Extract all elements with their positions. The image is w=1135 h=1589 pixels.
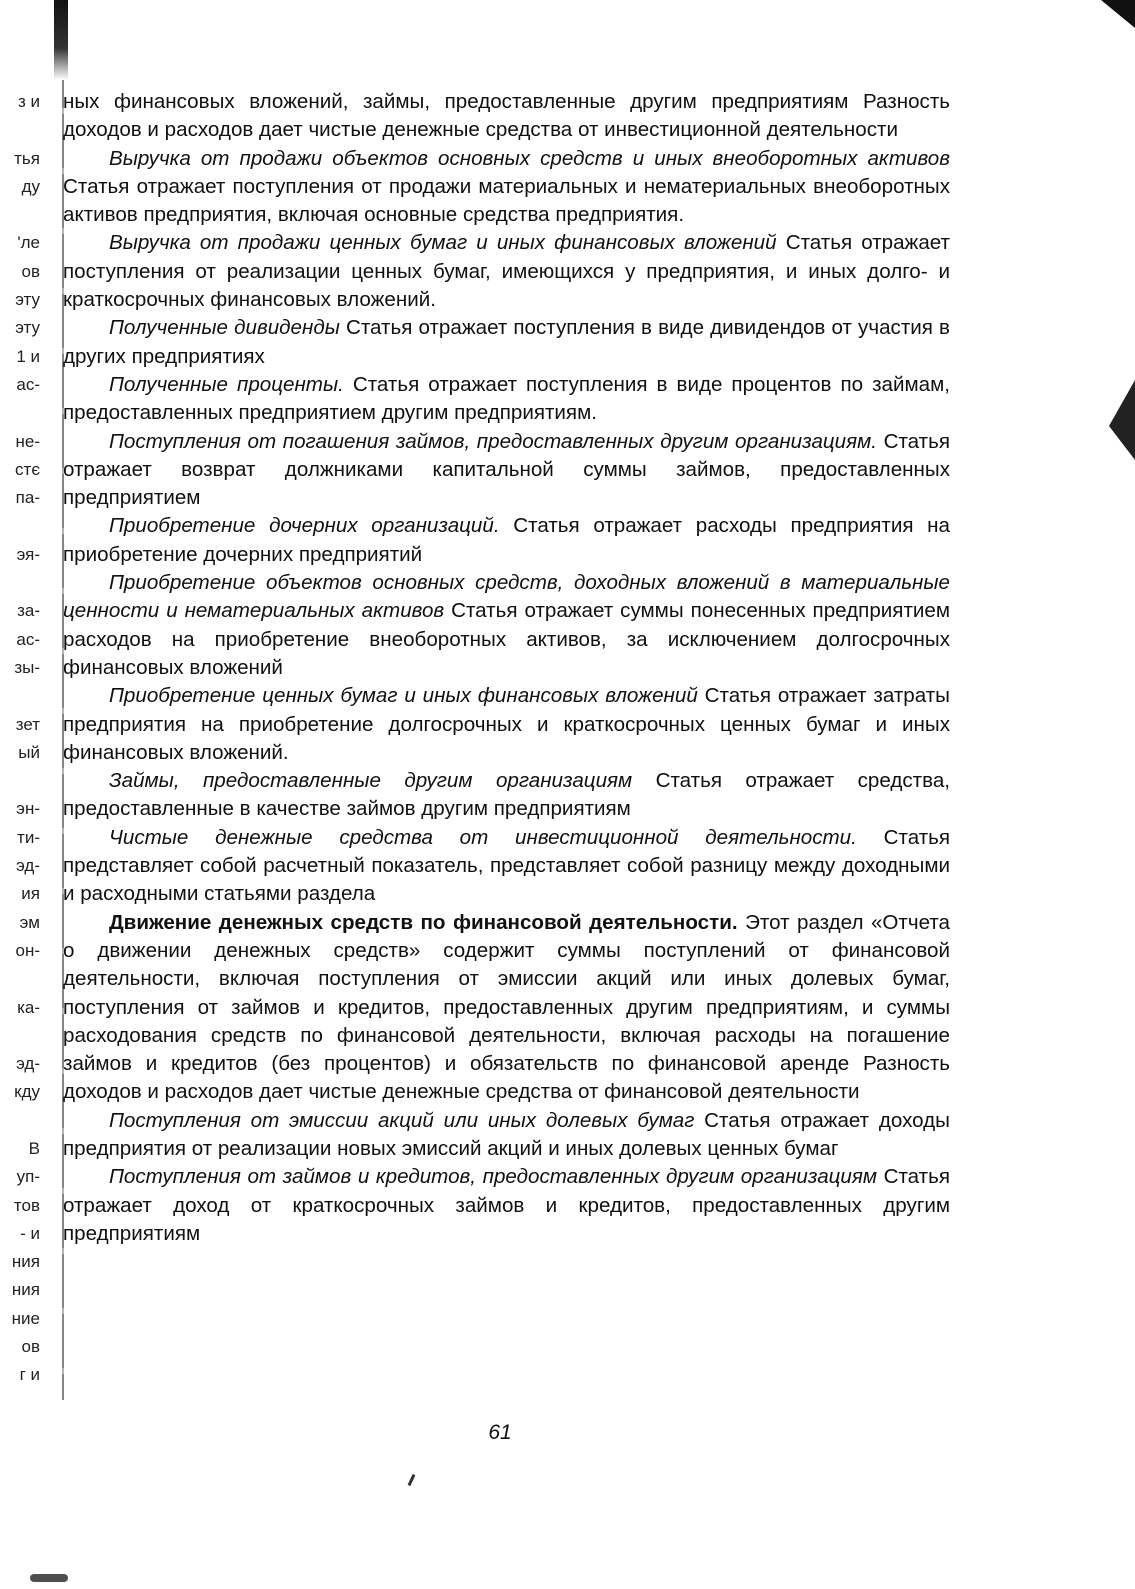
paragraph	[63, 1107, 950, 1164]
margin-fragment	[0, 569, 40, 597]
paragraph-text: Статья отражает доходы предприятия от реализации новых эмиссий акций и иных долевых ценных бумаг	[63, 1108, 950, 1160]
margin-fragment: ия	[21, 884, 40, 904]
margin-fragment: па-	[15, 488, 40, 508]
article-heading: Поступления от эмиссии акций или иных долевых бумаг	[109, 1108, 695, 1132]
margin-fragment	[0, 399, 40, 427]
scan-edge-mark	[1105, 380, 1135, 460]
margin-fragment: тов	[13, 1195, 40, 1215]
article-heading: Приобретение объектов основных средств, доходных вложений в материальные ценности и нематериальных активов	[63, 571, 950, 623]
section-heading: Движение денежных средств по финансовой деятельности.	[109, 910, 738, 934]
margin-fragment: ас-	[16, 374, 40, 394]
margin-fragment: з и	[17, 92, 40, 111]
margin-fragment: эту	[15, 318, 40, 338]
margin-fragment: ду	[21, 176, 40, 196]
margin-fragment	[0, 682, 40, 710]
paragraph	[63, 145, 950, 230]
paragraph-text: Статья отражает доход от краткосрочных займов и кредитов, предоставленных другим предприятиям	[63, 1165, 950, 1245]
margin-fragment	[0, 1107, 40, 1135]
article-heading: Поступления от погашения займов, предоставленных другим организациям.	[109, 429, 877, 453]
margin-fragment: зы-	[14, 657, 40, 677]
paragraph-text: ных финансовых вложений, займы, предоставленные другим предприятиям Разность доходов и расходов дает чистые денежные средства от инвестиционной деятельности	[63, 90, 950, 142]
margin-fragment: 'ле	[17, 233, 40, 253]
margin-fragment: ый	[18, 742, 40, 762]
margin-fragment: за-	[17, 601, 40, 621]
margin-fragment: кду	[14, 1082, 40, 1102]
margin-fragment: не-	[15, 431, 40, 451]
paragraph	[63, 569, 950, 682]
scan-bottom-mark	[30, 1574, 68, 1582]
paragraph	[63, 428, 950, 513]
scan-speck	[408, 1474, 416, 1486]
margin-fragment: эд-	[16, 1054, 40, 1074]
margin-fragment: эм	[19, 912, 40, 932]
margin-fragment	[0, 965, 40, 993]
paragraph	[63, 682, 950, 767]
article-heading: Выручка от продажи объектов основных средств и иных внеоборотных активов	[109, 146, 950, 170]
margin-fragment	[0, 201, 40, 229]
margin-fragment: ка-	[17, 997, 40, 1017]
margin-fragment: г и	[19, 1365, 40, 1385]
margin-fragment: 1 и	[16, 346, 40, 366]
paragraph-text: Статья отражает средства, предоставленные в качестве займов другим предприятиям	[63, 769, 950, 821]
margin-fragment: - и	[20, 1223, 40, 1243]
article-heading: Выручка от продажи ценных бумаг и иных финансовых вложений	[109, 231, 777, 255]
paragraph	[63, 314, 950, 371]
paragraph-text: Статья отражает поступления в виде дивидендов от участия в других предприятиях	[63, 316, 950, 368]
article-heading: Приобретение дочерних организаций.	[109, 514, 500, 538]
article-heading: Поступления от займов и кредитов, предоставленных другим организациям	[109, 1165, 877, 1189]
binding-smudge	[54, 0, 68, 80]
margin-fragment: В	[28, 1138, 40, 1158]
paragraph	[63, 909, 950, 1107]
paragraph-text: Статья отражает суммы понесенных предприятием расходов на приобретение внеоборотных активов, за исключением долгосрочных финансовых вложений	[63, 599, 950, 679]
paragraph-text: Статья отражает затраты предприятия на приобретение долгосрочных и краткосрочных ценных бумаг и иных финансовых вложений.	[63, 684, 950, 764]
paragraph	[63, 824, 950, 909]
article-heading: Приобретение ценных бумаг и иных финансовых вложений	[109, 684, 698, 708]
margin-fragment: он-	[15, 940, 40, 960]
paragraph-text: Статья отражает поступления от реализации ценных бумаг, имеющихся у предприятия, и иных долго- и краткосрочных финансовых вложений.	[63, 231, 950, 312]
paragraph	[63, 512, 950, 569]
adjacent-page-fragments	[0, 88, 40, 1390]
paragraph-text: Статья отражает поступления в виде процентов по займам, предоставленных предприятием другим предприятиям.	[63, 372, 950, 425]
paragraph	[63, 371, 950, 428]
margin-fragment: эту	[15, 290, 40, 310]
paragraph-text: Статья представляет собой расчетный показатель, представляет собой разницу между доходными и расходными статьями раздела	[63, 825, 951, 906]
article-heading: Полученные дивиденды	[109, 316, 340, 340]
paragraph-text: Статья отражает возврат должниками капитальной суммы займов, предоставленных предприятием	[63, 429, 950, 510]
margin-fragment: ов	[21, 261, 40, 281]
margin-fragment: тья	[14, 148, 40, 168]
paragraph	[63, 229, 950, 314]
margin-fragment: эд-	[16, 856, 40, 876]
margin-fragment: ние	[11, 1308, 40, 1328]
scan-corner-mark	[1101, 0, 1135, 28]
page-body	[63, 88, 950, 1248]
paragraph-text: Статья отражает расходы предприятия на приобретение дочерних предприятий	[63, 514, 950, 566]
margin-fragment: ас-	[16, 629, 40, 649]
paragraph-text: Статья отражает поступления от продажи материальных и нематериальных внеоборотных активов предприятия, включая основные средства предприятия.	[63, 174, 950, 227]
margin-fragment	[0, 1022, 40, 1050]
margin-fragment: эн-	[16, 799, 40, 819]
margin-fragment: ов	[21, 1337, 40, 1357]
margin-fragment: уп-	[16, 1167, 40, 1187]
paragraph	[63, 767, 950, 824]
margin-fragment: эя-	[16, 544, 40, 564]
margin-fragment	[0, 512, 40, 540]
article-heading: Чистые денежные средства от инвестиционной деятельности.	[109, 825, 857, 849]
margin-fragment: ния	[11, 1252, 40, 1272]
article-heading: Займы, предоставленные другим организациям	[109, 769, 633, 793]
margin-fragment: ния	[11, 1280, 40, 1300]
article-heading: Полученные проценты.	[109, 372, 344, 396]
margin-fragment	[0, 767, 40, 795]
paragraph	[63, 88, 950, 145]
paragraph-text: Этот раздел «Отчета о движении денежных средств» содержит суммы поступлений от финансовой деятельности, включая поступления от эмиссии акций или иных долевых бумаг, поступления от займов и кредитов, предоставленных другим предприятиям, и суммы расходования средств по финансовой деятельности, включая расходы на погашение займов и кредитов (без процентов) и обязательств по финансовой аренде Разность доходов и расходов дает чистые денежные средства от финансовой деятельности	[63, 910, 951, 1104]
margin-fragment: стє	[15, 459, 40, 479]
margin-fragment: зет	[15, 714, 40, 734]
paragraph	[63, 1163, 950, 1248]
margin-fragment: ти-	[17, 827, 40, 847]
page-number: 61	[488, 1421, 512, 1444]
margin-fragment	[0, 116, 40, 144]
